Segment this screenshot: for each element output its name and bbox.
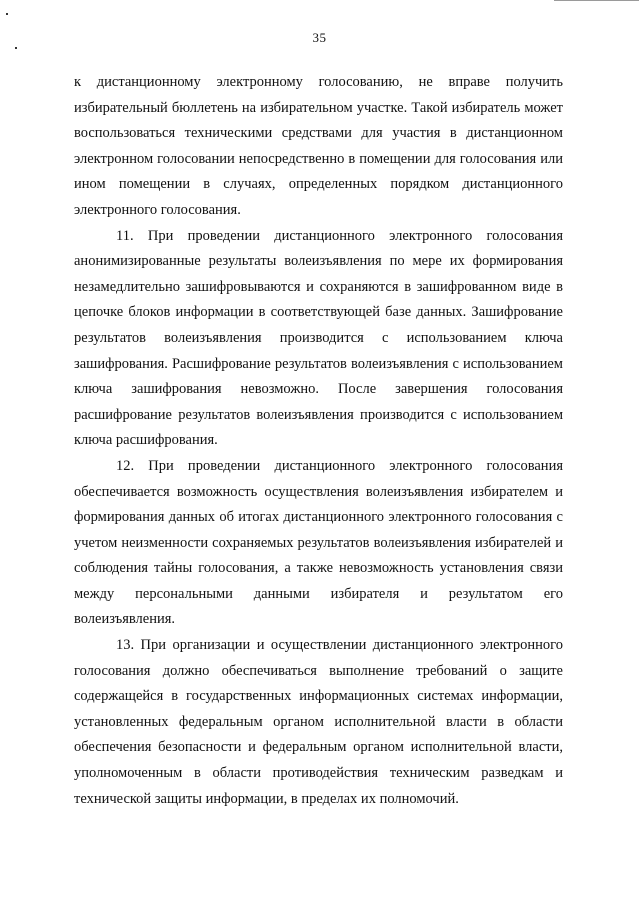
paragraph-item-11: 11. При проведении дистанционного электронного голосования анонимизированные результаты волеизъявления по мере их формирования незамедлительно зашифровываются и сохраняются в зашифрованном виде в цепочке блоков информации в соответствующей базе данных. Зашифрование результатов волеизъявления производится с использованием ключа зашифрования. Расшифрование результатов волеизъявления с использованием ключа зашифрования невозможно. После завершения голосования расшифрование результатов волеизъявления производится с использованием ключа расшифрования. <box>74 227 563 449</box>
page-number: 35 <box>312 30 327 45</box>
paragraph-item-12: 12. При проведении дистанционного электронного голосования обеспечивается возможность осуществления волеизъявления избирателем и формирования данных об итогах дистанционного электронного голосования с учетом неизменности сохраняемых результатов волеизъявления избирателей и соблюдения тайны голосования, а также невозможность установления связи между персональными данными избирателя и результатом его волеизъявления. <box>74 457 563 628</box>
paragraph-continuation: к дистанционному электронному голосованию, не вправе получить избирательный бюллетень на избирательном участке. Такой избиратель может воспользоваться техническими средствами для участия в дистанционном электронном голосовании непосредственно в помещении для голосования или ином помещении в случаях, определенных порядком дистанционного электронного голосования. <box>74 74 563 218</box>
scan-artifact-dot <box>15 47 17 49</box>
scan-artifact-line <box>554 0 639 1</box>
paragraph-item-13: 13. При организации и осуществлении дистанционного электронного голосования должно обеспечиваться выполнение требований о защите содержащейся в государственных информационных системах информации, установленных федеральным органом исполнительной власти в области обеспечения безопасности и федеральным органом исполнительной власти, уполномоченным в области противодействия техническим разведкам и технической защиты информации, в пределах их полномочий. <box>74 637 563 807</box>
scan-artifact-dot <box>6 13 8 15</box>
document-body <box>74 70 563 812</box>
